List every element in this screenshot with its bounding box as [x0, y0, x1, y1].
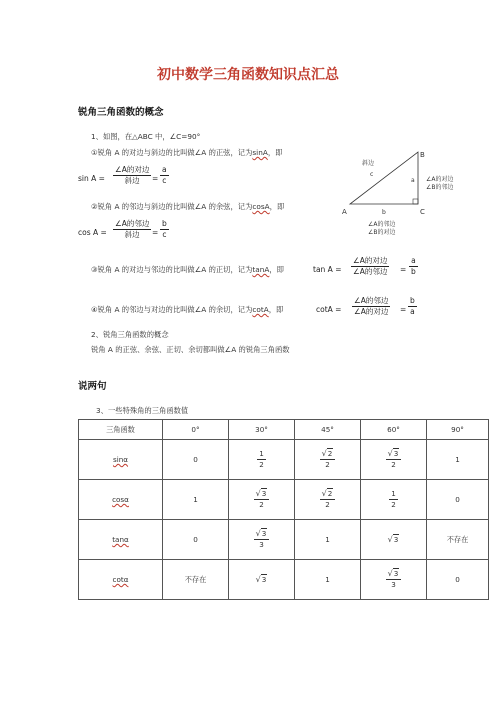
formula-sin-ratio-num: a [162, 165, 167, 174]
label-hypotenuse: 斜边 [362, 160, 375, 167]
label-side-c: c [370, 171, 374, 178]
formula-cot-denominator: ∠A的对边 [354, 306, 389, 316]
table-cell: 不存在 [427, 520, 489, 560]
formula-sin-fraction [113, 166, 151, 184]
definition-sin-tail: ，即 [267, 148, 283, 157]
formula-tan-ratio-num: a [411, 256, 416, 265]
formula-sin-ratio [160, 166, 169, 184]
formula-tan-denominator: ∠A的邻边 [353, 266, 388, 276]
formula-cos-ratio-den: c [160, 229, 169, 239]
definition-sin [91, 149, 282, 156]
item-1-intro: 1、如图，在△ABC 中，∠C=90° [91, 132, 201, 141]
definition-cos-tail: ，即 [269, 202, 285, 211]
table-cell: 1 [427, 440, 489, 480]
table-cell: 不存在 [163, 560, 229, 600]
page-title: 初中数学三角函数知识点汇总 [157, 67, 339, 83]
row-name-cot: cotα [112, 575, 129, 584]
item-2-heading: 2、锐角三角函数的概念 [91, 330, 169, 339]
row-name-tan: tanα [112, 535, 129, 544]
definition-tan [91, 266, 284, 273]
row-name-sin: sinα [112, 455, 129, 464]
definition-sin-text: ①锐角 A 的对边与斜边的比叫做∠A 的正弦，记为 [91, 148, 253, 157]
label-b-opposite: ∠B的对边 [368, 229, 396, 236]
table-cell: √3 [229, 560, 295, 600]
table-cell: $\frac{√3}{3}$ [229, 520, 295, 560]
formula-sin-numerator: ∠A的对边 [115, 165, 150, 174]
formula-tan-fraction [351, 257, 389, 275]
formula-cot-numerator: ∠A的邻边 [354, 296, 389, 305]
table-cell: 0 [163, 440, 229, 480]
section-heading-concept: 锐角三角函数的概念 [78, 107, 164, 118]
label-b-adjacent: ∠B的邻边 [426, 184, 454, 191]
formula-tan-numerator: ∠A的对边 [353, 256, 388, 265]
special-angle-table [78, 419, 489, 600]
table-header-row [79, 420, 489, 440]
table-cell: $\frac{√2}{2}$ [295, 440, 361, 480]
label-a-adjacent: ∠A的邻边 [368, 221, 396, 228]
table-cell: $\frac{√3}{3}$ [361, 560, 427, 600]
triangle-shape [350, 152, 418, 204]
vertex-c: C [420, 208, 425, 216]
formula-sin-lhs: sin A = [78, 174, 105, 183]
item-2-body: 锐角 A 的正弦、余弦、正切、余切都叫做∠A 的锐角三角函数 [91, 345, 290, 354]
label-a-opposite: ∠A的对边 [426, 176, 454, 183]
definition-tan-abbr: tanA [252, 265, 270, 274]
definition-cot [91, 306, 283, 313]
definition-cos-abbr: cosA [252, 202, 270, 211]
table-cell: 0 [427, 560, 489, 600]
definition-cot-text: ④锐角 A 的邻边与对边的比叫做∠A 的余切，记为 [91, 305, 253, 314]
formula-tan-eq: = [400, 265, 407, 274]
section-heading-remarks: 说两句 [78, 381, 107, 392]
formula-sin-ratio-den: c [160, 175, 169, 185]
table-cell: √3 [361, 520, 427, 560]
formula-tan-lhs: tan A = [313, 265, 342, 274]
formula-cot-fraction [352, 297, 390, 315]
definition-cot-tail: ，即 [268, 305, 284, 314]
table-header-cell: 三角函数 [79, 420, 163, 440]
definition-cot-abbr: cotA [252, 305, 269, 314]
formula-sin-eq: = [152, 174, 159, 183]
definition-cos-text: ②锐角 A 的邻边与斜边的比叫做∠A 的余弦，记为 [91, 202, 253, 211]
definition-tan-tail: ，即 [269, 265, 284, 274]
formula-cos-eq: = [152, 228, 159, 237]
table-row-cos [79, 480, 489, 520]
right-angle-mark [413, 199, 418, 204]
table-header-cell: 0° [163, 420, 229, 440]
formula-tan-ratio-den: b [411, 266, 416, 276]
row-name-cos: cosα [112, 495, 129, 504]
table-cell: 1 [295, 560, 361, 600]
label-side-b: b [382, 209, 386, 216]
formula-sin-denominator: 斜边 [113, 175, 151, 185]
table-header-cell: 30° [229, 420, 295, 440]
formula-cos-numerator: ∠A的邻边 [115, 219, 150, 228]
table-header-cell: 45° [295, 420, 361, 440]
table-cell: 0 [427, 480, 489, 520]
formula-cot-ratio [408, 297, 417, 315]
formula-cos-lhs: cos A = [78, 228, 107, 237]
table-cell: $\frac{1}{2}$ [229, 440, 295, 480]
table-cell: 1 [295, 520, 361, 560]
formula-cos-denominator: 斜边 [113, 229, 151, 239]
table-cell: $\frac{√3}{2}$ [361, 440, 427, 480]
vertex-b: B [420, 151, 425, 159]
table-cell: 1 [163, 480, 229, 520]
table-cell: $\frac{1}{2}$ [361, 480, 427, 520]
formula-cos-ratio [160, 220, 169, 238]
formula-cos-fraction [113, 220, 151, 238]
formula-tan-ratio [409, 257, 418, 275]
formula-cot-ratio-den: a [408, 306, 417, 316]
formula-cot-eq: = [400, 305, 407, 314]
definition-cos [91, 203, 284, 210]
table-cell: $\frac{√2}{2}$ [295, 480, 361, 520]
formula-cot-lhs: cotA = [316, 305, 342, 314]
formula-cot-ratio-num: b [410, 296, 415, 305]
definition-sin-abbr: sinA [252, 148, 268, 157]
table-cell: $\frac{√3}{2}$ [229, 480, 295, 520]
table-row-tan [79, 520, 489, 560]
right-triangle-figure [334, 148, 494, 248]
label-side-a: a [411, 177, 415, 184]
table-header-cell: 60° [361, 420, 427, 440]
table-row-cot [79, 560, 489, 600]
table-row-sin [79, 440, 489, 480]
table-cell: 0 [163, 520, 229, 560]
table-header-cell: 90° [427, 420, 489, 440]
item-3-heading: 3、一些特殊角的三角函数值 [96, 406, 189, 415]
formula-cos-ratio-num: b [162, 219, 167, 228]
definition-tan-text: ③锐角 A 的对边与邻边的比叫做∠A 的正切，记为 [91, 265, 253, 274]
vertex-a: A [342, 208, 347, 216]
